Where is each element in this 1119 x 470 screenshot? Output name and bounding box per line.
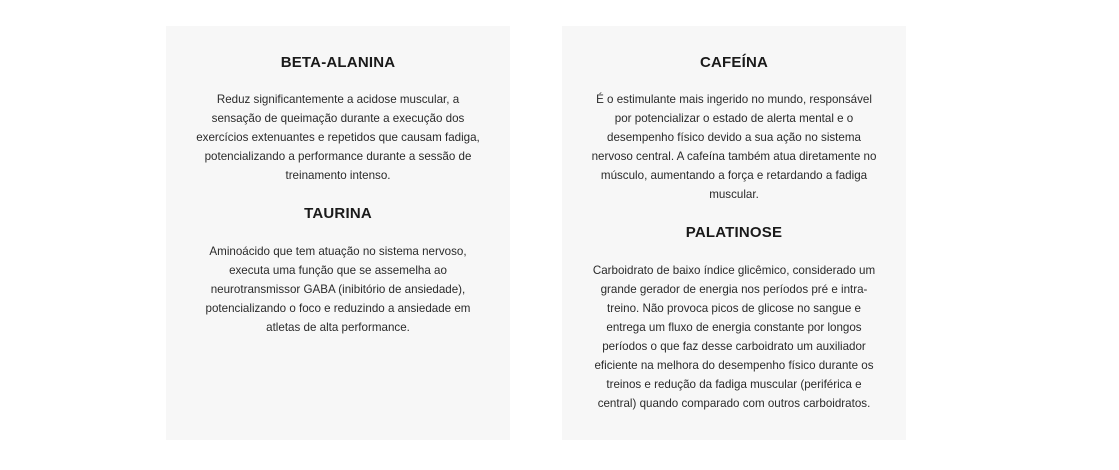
ingredient-cafeina [588, 26, 880, 204]
ingredient-description: Aminoácido que tem atuação no sistema nervoso, executa uma função que se assemelha ao neurotransmissor GABA (inibitório de ansiedade), potencializando o foco e reduzindo a ansiedade em atletas de alta performance. [205, 245, 471, 334]
ingredient-card-left [166, 26, 510, 440]
ingredient-title: BETA-ALANINA [280, 54, 396, 71]
ingredient-title: TAURINA [304, 205, 372, 222]
ingredient-palatinose [588, 204, 880, 413]
ingredient-description: Carboidrato de baixo índice glicêmico, considerado um grande gerador de energia nos períodos pré e intra-treino. Não provoca picos de glicose no sangue e entrega um fluxo de energia constante por longos períodos o que faz desse carboidrato um auxiliador eficiente na melhora do desempenho físico durante os treinos e redução da fadiga muscular (periférica e central) quando comparado com outros carboidratos. [592, 264, 876, 410]
ingredient-title: PALATINOSE [685, 224, 783, 241]
ingredient-beta-alanina [192, 26, 484, 185]
ingredient-taurina [192, 185, 484, 337]
ingredient-description: Reduz significantemente a acidose muscular, a sensação de queimação durante a execução dos exercícios extenuantes e repetidos que causam fadiga, potencializando a performance durante a sessão de treinamento intenso. [196, 93, 480, 182]
ingredient-title: CAFEÍNA [699, 54, 769, 71]
ingredient-card-right [562, 26, 906, 440]
ingredient-description: É o estimulante mais ingerido no mundo, responsável por potencializar o estado de alerta mental e o desempenho físico devido a sua ação no sistema nervoso central. A cafeína também atua diretamente no músculo, aumentando a força e retardando a fadiga muscular. [591, 93, 877, 201]
